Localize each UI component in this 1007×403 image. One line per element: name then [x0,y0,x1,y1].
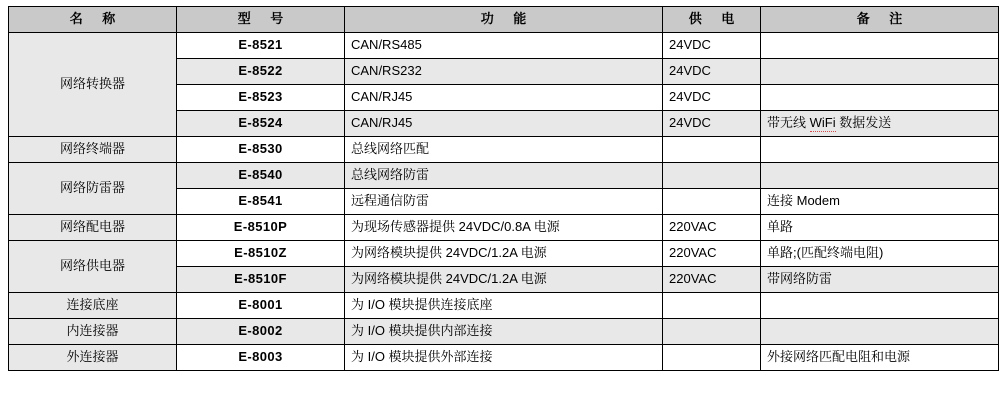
cell-model: E-8510Z [177,241,345,267]
table-row [9,215,999,241]
cell-power-supply [663,137,761,163]
cell-note: 带网络防雷 [761,267,999,293]
wifi-spellcheck-underline: WiFi [809,115,836,131]
cell-category-name: 网络供电器 [9,241,177,293]
table-row [9,241,999,267]
product-specification-table [8,6,999,371]
cell-note [761,33,999,59]
table-header [9,7,999,33]
cell-function: 为 I/O 模块提供内部连接 [345,319,663,345]
cell-note [761,319,999,345]
cell-model: E-8001 [177,293,345,319]
cell-note [761,293,999,319]
cell-model: E-8510P [177,215,345,241]
cell-power-supply: 24VDC [663,59,761,85]
table-row [9,293,999,319]
cell-model: E-8523 [177,85,345,111]
cell-power-supply [663,345,761,371]
cell-function: 总线网络防雷 [345,163,663,189]
cell-category-name: 网络配电器 [9,215,177,241]
table-header-row [9,7,999,33]
cell-note: 外接网络匹配电阻和电源 [761,345,999,371]
column-header-power: 供 电 [663,7,761,33]
cell-function: 远程通信防雷 [345,189,663,215]
cell-power-supply: 220VAC [663,241,761,267]
cell-note: 单路;(匹配终端电阻) [761,241,999,267]
cell-note: 单路 [761,215,999,241]
cell-model: E-8540 [177,163,345,189]
cell-power-supply [663,319,761,345]
cell-category-name: 网络转换器 [9,33,177,137]
cell-category-name: 网络终端器 [9,137,177,163]
table-row [9,319,999,345]
cell-function: 为 I/O 模块提供连接底座 [345,293,663,319]
cell-function: CAN/RS232 [345,59,663,85]
cell-model: E-8521 [177,33,345,59]
cell-note [761,163,999,189]
cell-note [761,85,999,111]
cell-function: 为网络模块提供 24VDC/1.2A 电源 [345,241,663,267]
cell-function: 总线网络匹配 [345,137,663,163]
column-header-name: 名 称 [9,7,177,33]
cell-power-supply: 24VDC [663,33,761,59]
column-header-function: 功 能 [345,7,663,33]
cell-function: CAN/RJ45 [345,111,663,137]
cell-function: CAN/RJ45 [345,85,663,111]
cell-power-supply: 24VDC [663,85,761,111]
cell-power-supply: 24VDC [663,111,761,137]
table-body [9,33,999,371]
cell-note: 带无线 WiFi 数据发送 [761,111,999,137]
table-row [9,345,999,371]
cell-function: 为 I/O 模块提供外部连接 [345,345,663,371]
table-row [9,137,999,163]
cell-category-name: 网络防雷器 [9,163,177,215]
cell-model: E-8541 [177,189,345,215]
cell-model: E-8524 [177,111,345,137]
cell-function: CAN/RS485 [345,33,663,59]
cell-power-supply [663,163,761,189]
cell-note: 连接 Modem [761,189,999,215]
cell-model: E-8003 [177,345,345,371]
cell-model: E-8522 [177,59,345,85]
cell-power-supply [663,293,761,319]
cell-category-name: 外连接器 [9,345,177,371]
cell-category-name: 内连接器 [9,319,177,345]
cell-function: 为网络模块提供 24VDC/1.2A 电源 [345,267,663,293]
column-header-model: 型 号 [177,7,345,33]
table-row [9,163,999,189]
cell-function: 为现场传感器提供 24VDC/0.8A 电源 [345,215,663,241]
cell-category-name: 连接底座 [9,293,177,319]
cell-model: E-8510F [177,267,345,293]
cell-power-supply [663,189,761,215]
cell-note [761,59,999,85]
column-header-note: 备 注 [761,7,999,33]
cell-power-supply: 220VAC [663,215,761,241]
cell-model: E-8530 [177,137,345,163]
cell-power-supply: 220VAC [663,267,761,293]
cell-model: E-8002 [177,319,345,345]
cell-note [761,137,999,163]
table-row [9,33,999,59]
product-table-container [8,6,998,371]
